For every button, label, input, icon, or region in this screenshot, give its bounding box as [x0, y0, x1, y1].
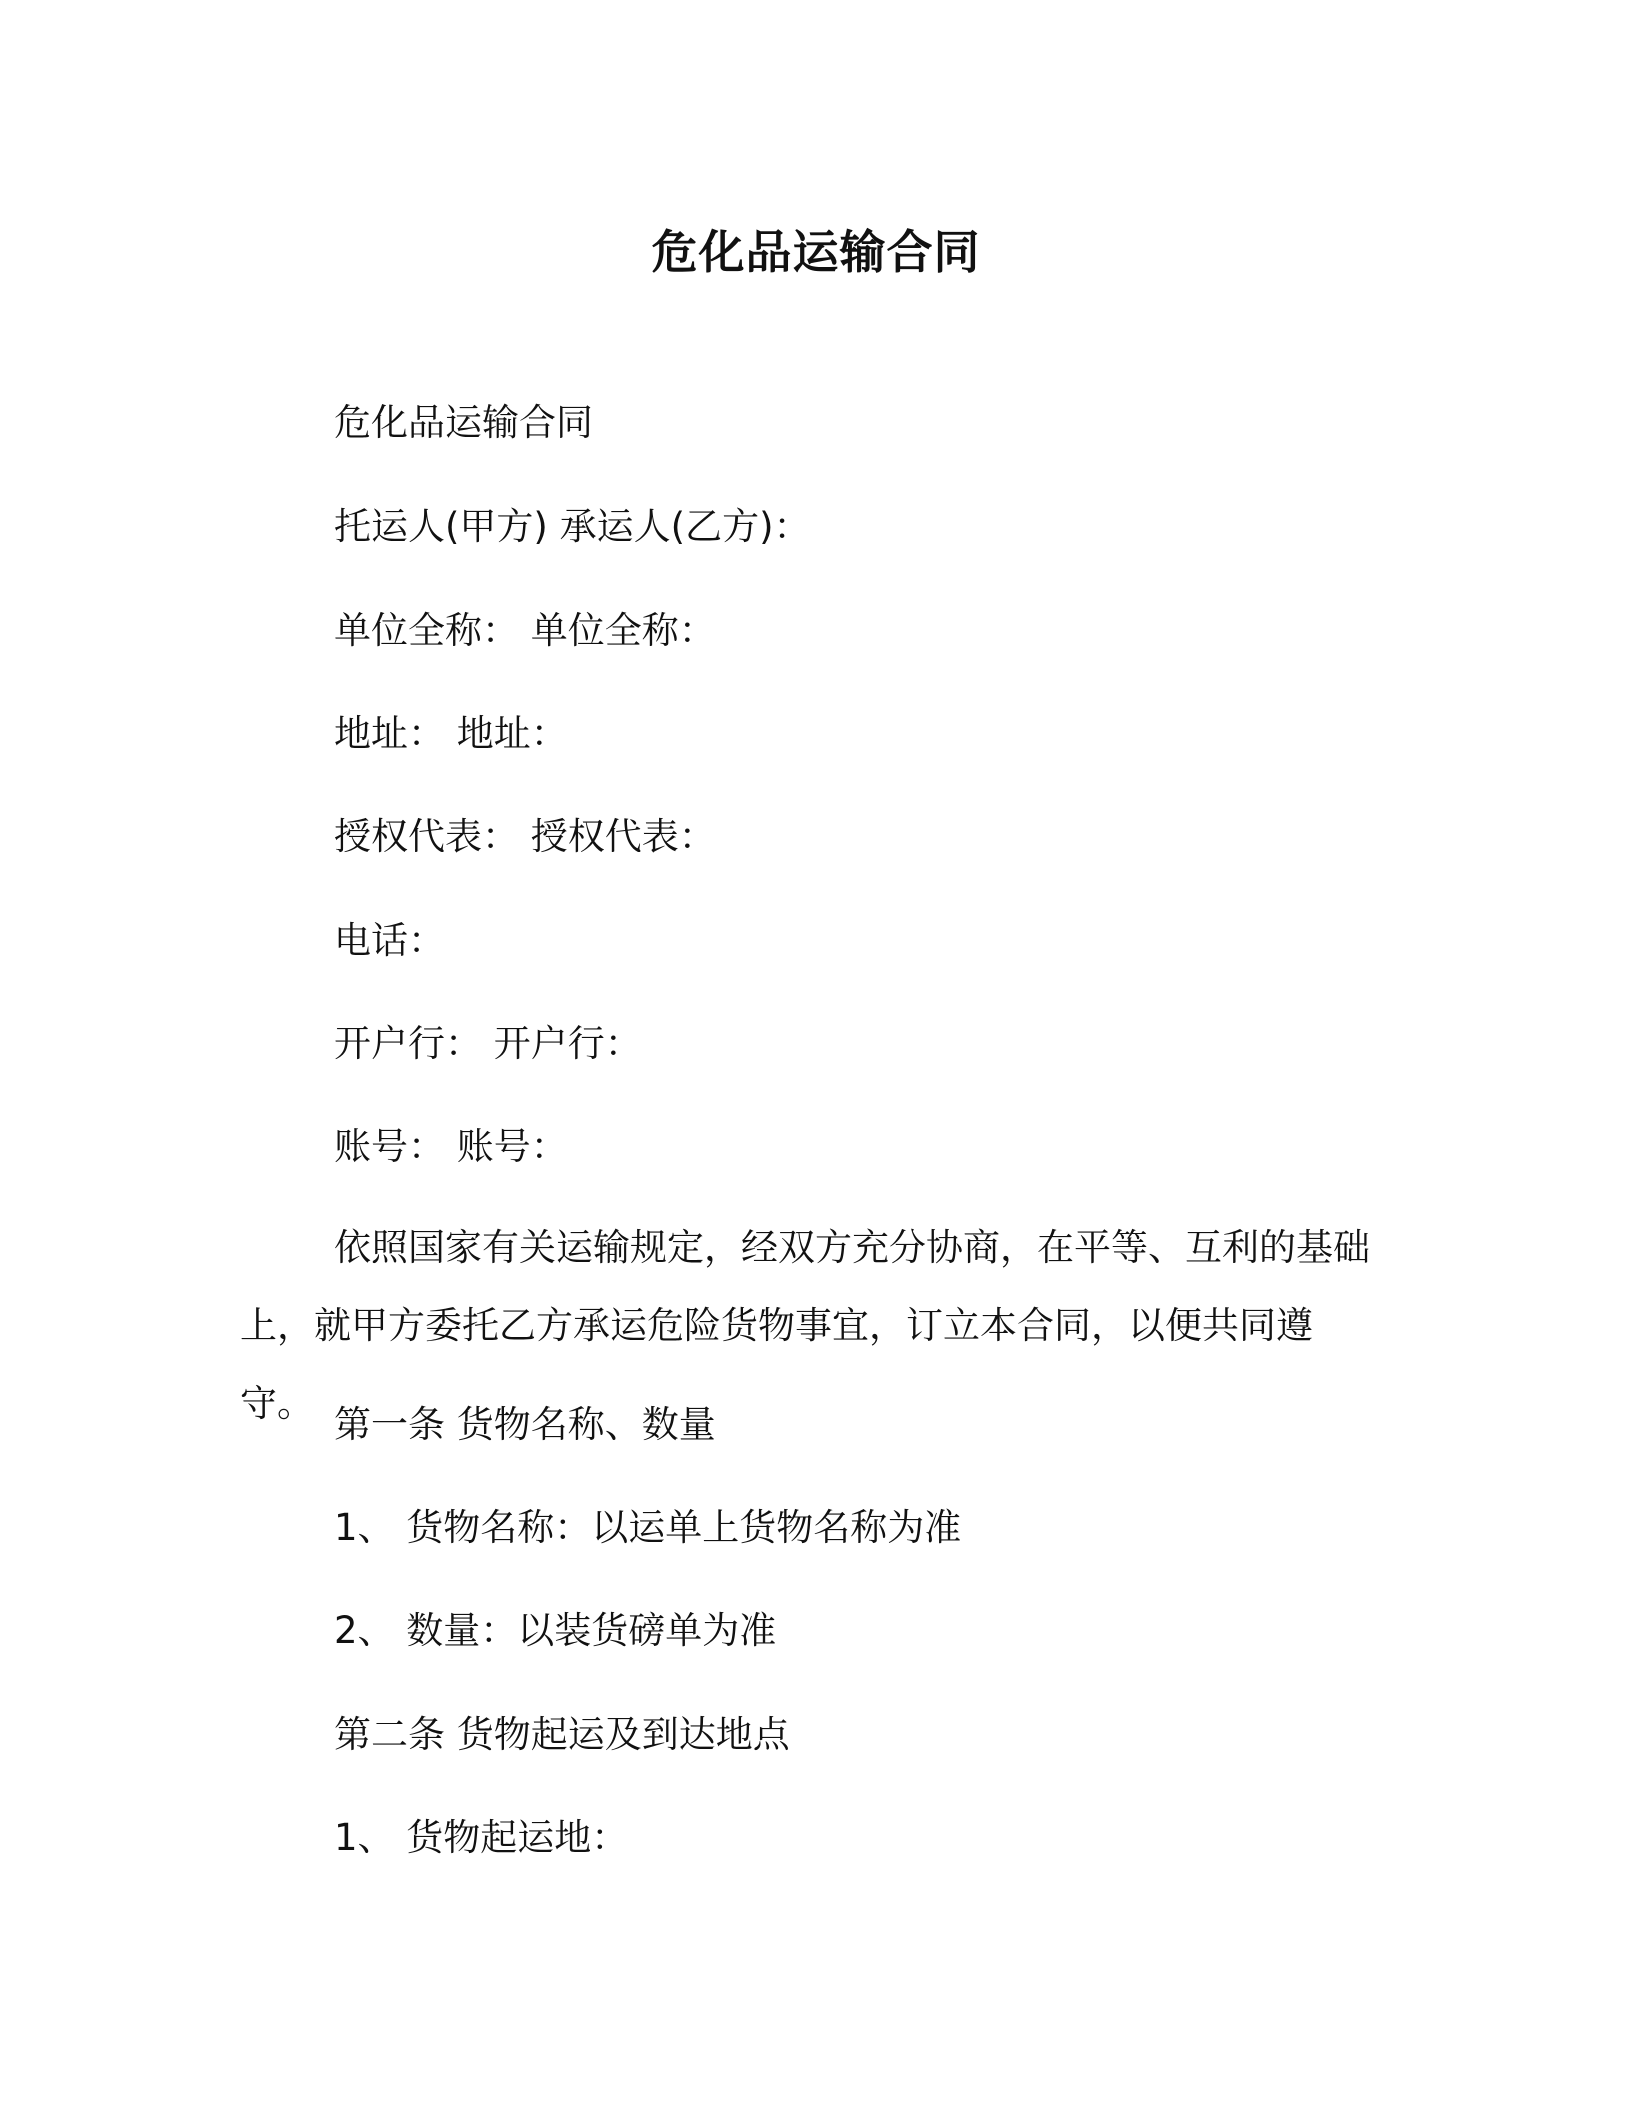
- article-1-item-1: 1、 货物名称：以运单上货物名称为准: [334, 1506, 962, 1549]
- address-line: 地址： 地址：: [334, 712, 568, 755]
- document-title: 危化品运输合同: [651, 225, 981, 279]
- article-2-title: 第二条 货物起运及到达地点: [334, 1713, 790, 1756]
- preamble-paragraph: 依照国家有关运输规定，经双方充分协商，在平等、互利的基础上，就甲方委托乙方承运危险货物事宜，订立本合同，以便共同遵守。: [240, 1226, 1370, 1425]
- parties-line: 托运人(甲方) 承运人(乙方)：: [334, 505, 811, 548]
- account-line: 账号： 账号：: [334, 1125, 568, 1168]
- article-2-item-1: 1、 货物起运地：: [334, 1816, 629, 1859]
- bank-line: 开户行： 开户行：: [334, 1022, 642, 1065]
- phone-line: 电话：: [334, 919, 445, 962]
- representative-line: 授权代表： 授权代表：: [334, 815, 716, 858]
- contract-heading: 危化品运输合同: [334, 401, 593, 444]
- article-1-title: 第一条 货物名称、数量: [334, 1403, 716, 1446]
- article-1-item-2: 2、 数量：以装货磅单为准: [334, 1609, 777, 1652]
- unit-name-line: 单位全称： 单位全称：: [334, 609, 716, 652]
